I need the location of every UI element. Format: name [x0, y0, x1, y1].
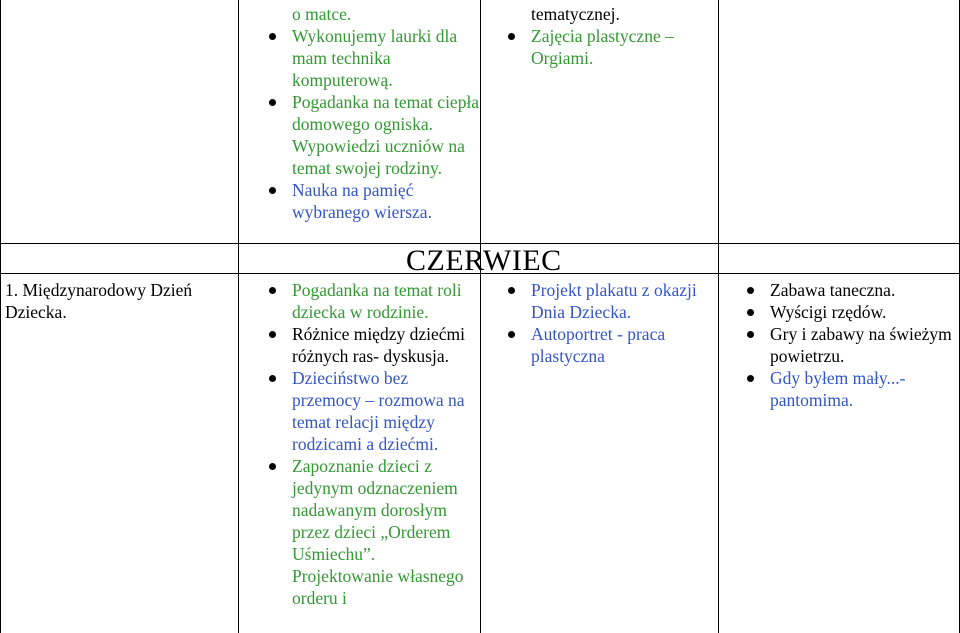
bullet-icon: [747, 309, 754, 316]
table-border-col4: [718, 0, 719, 633]
bottom-activities-list: [292, 279, 478, 609]
bullet-icon: [747, 331, 754, 338]
list-item: Projekt plakatu z okazji Dnia Dziecka.: [531, 279, 716, 323]
bullet-icon: [747, 375, 754, 382]
topic-cell: [5, 279, 230, 323]
list-item: tematycznej.: [531, 4, 620, 24]
bottom-activities-cell: [292, 279, 478, 609]
bullet-icon: [269, 33, 276, 40]
bullet-icon: [747, 287, 754, 294]
list-item: Zabawa taneczna.: [770, 279, 956, 301]
bullet-icon: [269, 187, 276, 194]
top-activities-cell: [292, 3, 480, 223]
list-item: Wyścigi rzędów.: [770, 301, 956, 323]
list-item: Zapoznanie dzieci z jedynym odznaczeniem nadawanym dorosłym przez dzieci „Orderem Uśmiechu”. Projektowanie własnego orderu i: [292, 455, 478, 609]
list-item: Dzieciństwo bez przemocy – rozmowa na temat relacji między rodzicami a dziećmi.: [292, 367, 478, 455]
list-item: Pogadanka na temat roli dziecka w rodzinie.: [292, 279, 478, 323]
list-item: Różnice między dziećmi różnych ras- dyskusja.: [292, 323, 478, 367]
bullet-icon: [508, 331, 515, 338]
list-item: Autoportret - praca plastyczna: [531, 323, 716, 367]
list-item: Gdy byłem mały...- pantomima.: [770, 367, 956, 411]
table-border-col1: [0, 0, 1, 633]
month-heading: CZERWIEC: [406, 244, 562, 277]
top-art-cell: [531, 3, 716, 69]
bullet-icon: [269, 287, 276, 294]
bullet-icon: [269, 463, 276, 470]
list-item: o matce.: [292, 4, 352, 24]
bullet-icon: [508, 287, 515, 294]
list-item: Zajęcia plastyczne – Orgiami.: [531, 25, 716, 69]
bullet-icon: [269, 331, 276, 338]
bullet-icon: [269, 375, 276, 382]
bottom-art-cell: [531, 279, 716, 367]
list-item: Wykonujemy laurki dla mam technika komputerową.: [292, 25, 480, 91]
list-item: Pogadanka na temat ciepła domowego ogniska. Wypowiedzi uczniów na temat swojej rodziny.: [292, 91, 480, 179]
bottom-art-list: [531, 279, 716, 367]
bullet-icon: [508, 33, 515, 40]
top-activities-list: [292, 3, 480, 223]
table-border-col3: [480, 0, 481, 633]
table-border-col2: [238, 0, 239, 633]
list-item: Gry i zabawy na świeżym powietrzu.: [770, 323, 956, 367]
bottom-games-list: [770, 279, 956, 411]
top-art-list: [531, 3, 716, 69]
bullet-icon: [269, 99, 276, 106]
bottom-games-cell: [770, 279, 956, 411]
list-item: Nauka na pamięć wybranego wiersza.: [292, 179, 480, 223]
topic-title: 1. Międzynarodowy Dzień Dziecka.: [5, 280, 193, 322]
